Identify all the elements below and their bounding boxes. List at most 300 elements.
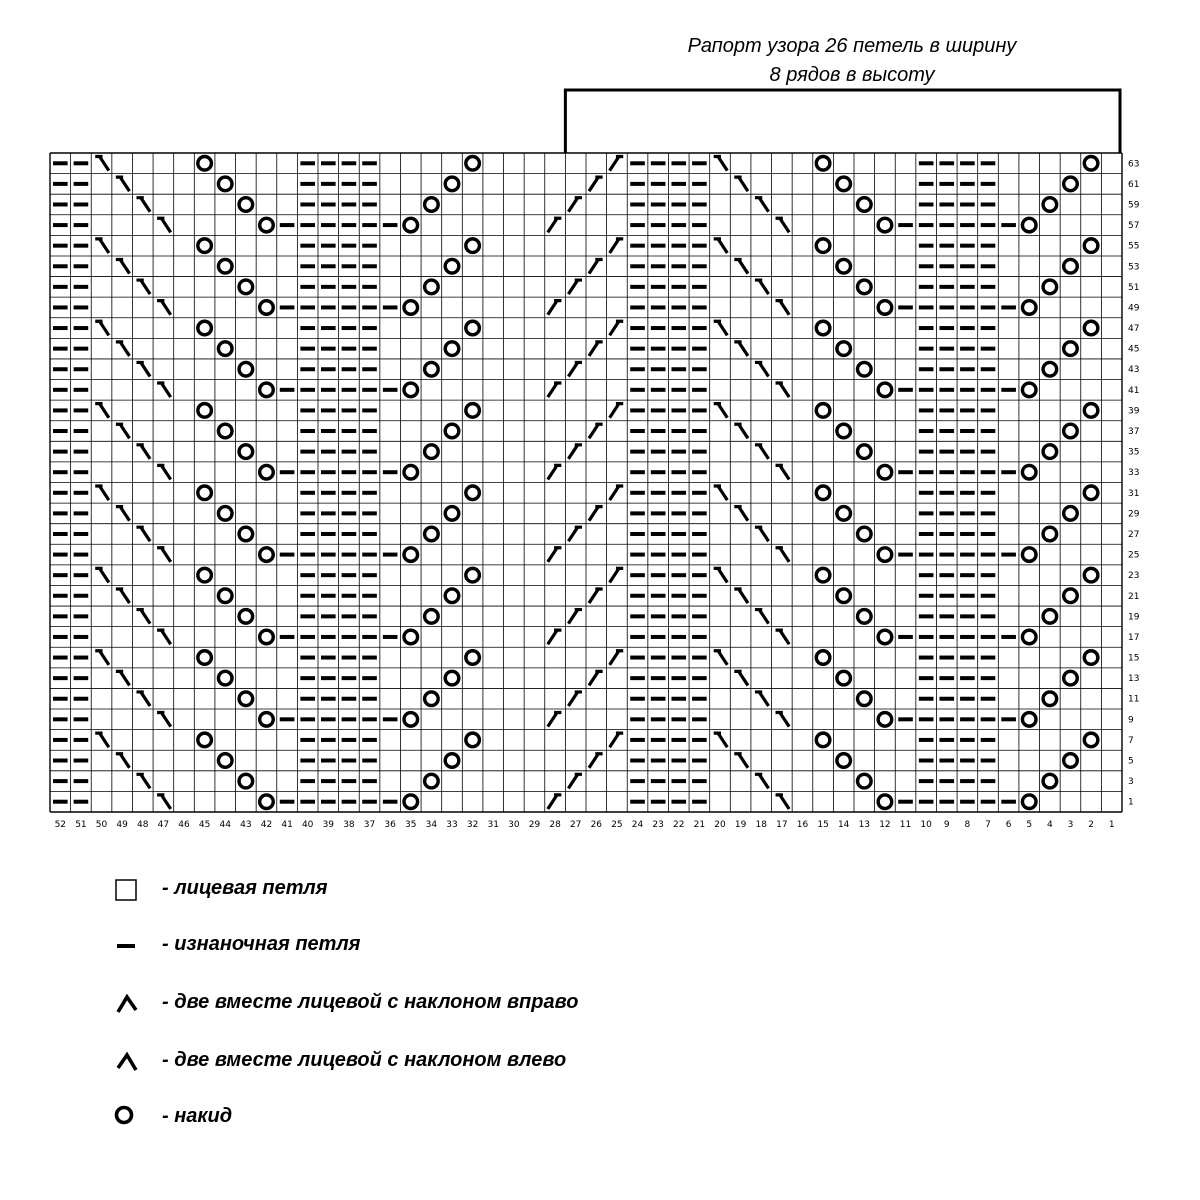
column-number-label: 20 bbox=[714, 820, 726, 830]
column-number-label: 32 bbox=[466, 820, 479, 830]
purl-stitch-mark bbox=[362, 408, 377, 412]
purl-stitch-mark bbox=[919, 244, 934, 248]
purl-stitch-mark bbox=[939, 800, 954, 804]
purl-stitch-mark bbox=[53, 347, 68, 351]
purl-stitch-mark bbox=[651, 264, 666, 268]
purl-stitch-mark bbox=[630, 450, 645, 454]
purl-stitch-mark bbox=[939, 347, 954, 351]
row-number-label: 61 bbox=[1128, 179, 1140, 190]
purl-stitch-mark bbox=[671, 305, 686, 309]
purl-stitch-mark bbox=[960, 532, 975, 536]
purl-stitch-mark bbox=[74, 285, 89, 289]
purl-stitch-mark bbox=[630, 656, 645, 660]
row-number-label: 3 bbox=[1128, 777, 1134, 788]
purl-stitch-mark bbox=[300, 244, 315, 248]
purl-stitch-mark bbox=[383, 800, 398, 804]
purl-stitch-mark bbox=[671, 223, 686, 227]
purl-stitch-mark bbox=[981, 779, 996, 783]
purl-stitch-mark bbox=[630, 264, 645, 268]
purl-stitch-mark bbox=[342, 367, 357, 371]
purl-stitch-mark bbox=[919, 759, 934, 763]
purl-stitch-mark bbox=[74, 573, 89, 577]
purl-stitch-mark bbox=[362, 202, 377, 206]
purl-stitch-mark bbox=[919, 779, 934, 783]
purl-stitch-mark bbox=[981, 635, 996, 639]
purl-stitch-mark bbox=[651, 800, 666, 804]
purl-stitch-mark bbox=[981, 223, 996, 227]
column-number-label: 23 bbox=[652, 820, 664, 830]
purl-stitch-mark bbox=[898, 470, 913, 474]
column-number-label: 39 bbox=[322, 820, 335, 830]
purl-stitch-mark bbox=[300, 656, 315, 660]
purl-stitch-mark bbox=[362, 656, 377, 660]
column-number-label: 26 bbox=[590, 820, 603, 830]
purl-stitch-mark bbox=[630, 326, 645, 330]
purl-stitch-mark bbox=[630, 285, 645, 289]
purl-stitch-mark bbox=[692, 532, 707, 536]
purl-stitch-mark bbox=[671, 511, 686, 515]
purl-stitch-mark bbox=[981, 573, 996, 577]
purl-stitch-mark bbox=[630, 305, 645, 309]
purl-stitch-mark bbox=[342, 800, 357, 804]
purl-stitch-mark bbox=[939, 511, 954, 515]
purl-stitch-mark bbox=[342, 429, 357, 433]
purl-stitch-mark bbox=[692, 697, 707, 701]
purl-stitch-mark bbox=[939, 182, 954, 186]
purl-stitch-mark bbox=[960, 470, 975, 474]
purl-stitch-mark bbox=[671, 450, 686, 454]
purl-stitch-mark bbox=[321, 388, 336, 392]
column-number-label: 16 bbox=[796, 820, 809, 830]
purl-stitch-mark bbox=[671, 491, 686, 495]
purl-stitch-mark bbox=[939, 491, 954, 495]
purl-stitch-mark bbox=[383, 305, 398, 309]
purl-stitch-mark bbox=[362, 388, 377, 392]
purl-stitch-mark bbox=[53, 553, 68, 557]
purl-stitch-mark bbox=[53, 779, 68, 783]
purl-stitch-mark bbox=[300, 223, 315, 227]
purl-stitch-mark bbox=[74, 388, 89, 392]
purl-stitch-mark bbox=[342, 161, 357, 165]
purl-stitch-mark bbox=[898, 717, 913, 721]
purl-stitch-mark bbox=[300, 738, 315, 742]
purl-stitch-mark bbox=[74, 779, 89, 783]
purl-stitch-mark bbox=[981, 614, 996, 618]
purl-stitch-mark bbox=[981, 244, 996, 248]
purl-stitch-mark bbox=[651, 594, 666, 598]
column-number-label: 34 bbox=[425, 820, 438, 830]
column-number-label: 28 bbox=[549, 820, 561, 830]
purl-stitch-mark bbox=[651, 408, 666, 412]
purl-stitch-mark bbox=[1001, 223, 1016, 227]
purl-stitch-mark bbox=[280, 223, 295, 227]
purl-stitch-mark bbox=[300, 594, 315, 598]
purl-stitch-mark bbox=[342, 326, 357, 330]
column-number-label: 42 bbox=[260, 820, 273, 830]
purl-stitch-mark bbox=[919, 491, 934, 495]
purl-stitch-mark bbox=[630, 553, 645, 557]
purl-stitch-mark bbox=[692, 800, 707, 804]
purl-stitch-mark bbox=[960, 759, 975, 763]
column-number-label: 18 bbox=[755, 820, 767, 830]
purl-stitch-mark bbox=[321, 285, 336, 289]
purl-stitch-mark bbox=[1001, 553, 1016, 557]
purl-stitch-mark bbox=[981, 408, 996, 412]
purl-stitch-mark bbox=[671, 244, 686, 248]
purl-stitch-mark bbox=[651, 676, 666, 680]
purl-stitch-mark bbox=[671, 532, 686, 536]
purl-stitch-mark bbox=[342, 223, 357, 227]
purl-stitch-mark bbox=[671, 264, 686, 268]
purl-stitch-mark bbox=[919, 223, 934, 227]
purl-stitch-mark bbox=[280, 388, 295, 392]
column-number-label: 45 bbox=[198, 820, 211, 830]
purl-stitch-mark bbox=[939, 367, 954, 371]
row-number-label: 9 bbox=[1128, 715, 1134, 726]
purl-stitch-mark bbox=[74, 532, 89, 536]
purl-stitch-mark bbox=[671, 594, 686, 598]
purl-stitch-mark bbox=[74, 676, 89, 680]
purl-stitch-mark bbox=[362, 717, 377, 721]
row-number-label: 29 bbox=[1128, 509, 1140, 520]
purl-stitch-mark bbox=[651, 491, 666, 495]
purl-stitch-mark bbox=[300, 635, 315, 639]
purl-stitch-mark bbox=[630, 408, 645, 412]
purl-stitch-mark bbox=[939, 408, 954, 412]
column-number-label: 51 bbox=[75, 820, 87, 830]
row-number-label: 53 bbox=[1128, 262, 1140, 273]
purl-stitch-mark bbox=[300, 532, 315, 536]
purl-stitch-mark bbox=[651, 614, 666, 618]
purl-stitch-mark bbox=[671, 182, 686, 186]
purl-stitch-mark bbox=[300, 347, 315, 351]
purl-stitch-mark bbox=[692, 223, 707, 227]
purl-stitch-mark bbox=[630, 717, 645, 721]
purl-stitch-mark bbox=[960, 388, 975, 392]
repeat-bracket bbox=[565, 90, 1120, 153]
purl-stitch-mark bbox=[342, 511, 357, 515]
purl-stitch-mark bbox=[651, 697, 666, 701]
purl-stitch-mark bbox=[321, 244, 336, 248]
purl-stitch-mark bbox=[300, 676, 315, 680]
purl-stitch-mark bbox=[939, 161, 954, 165]
purl-stitch-mark bbox=[74, 182, 89, 186]
purl-stitch-mark bbox=[300, 759, 315, 763]
purl-stitch-mark bbox=[671, 573, 686, 577]
purl-stitch-mark bbox=[342, 717, 357, 721]
purl-stitch-mark bbox=[898, 553, 913, 557]
purl-stitch-mark bbox=[692, 264, 707, 268]
purl-stitch-mark bbox=[300, 388, 315, 392]
purl-stitch-mark bbox=[321, 676, 336, 680]
purl-stitch-mark bbox=[1001, 388, 1016, 392]
purl-stitch-mark bbox=[53, 450, 68, 454]
purl-stitch-mark bbox=[919, 161, 934, 165]
purl-stitch-mark bbox=[671, 800, 686, 804]
purl-stitch-mark bbox=[362, 223, 377, 227]
column-number-label: 50 bbox=[95, 820, 108, 830]
purl-stitch-mark bbox=[342, 635, 357, 639]
purl-stitch-mark bbox=[960, 367, 975, 371]
column-number-label: 36 bbox=[384, 820, 396, 830]
purl-stitch-mark bbox=[300, 779, 315, 783]
purl-stitch-mark bbox=[53, 202, 68, 206]
row-number-label: 33 bbox=[1128, 468, 1140, 479]
purl-stitch-mark bbox=[981, 594, 996, 598]
legend-label-k2tog-right: - две вместе лицевой с наклоном вправо bbox=[162, 991, 579, 1013]
purl-stitch-mark bbox=[692, 573, 707, 577]
purl-stitch-mark bbox=[300, 511, 315, 515]
knit-stitch-icon bbox=[110, 870, 150, 910]
row-number-label: 49 bbox=[1128, 303, 1140, 314]
purl-stitch-mark bbox=[981, 676, 996, 680]
purl-stitch-mark bbox=[342, 202, 357, 206]
purl-stitch-mark bbox=[300, 697, 315, 701]
column-number-label: 38 bbox=[343, 820, 355, 830]
purl-stitch-mark bbox=[321, 614, 336, 618]
purl-stitch-mark bbox=[898, 223, 913, 227]
purl-stitch-mark bbox=[671, 697, 686, 701]
column-number-label: 27 bbox=[569, 820, 582, 830]
purl-stitch-mark bbox=[630, 367, 645, 371]
purl-stitch-mark bbox=[692, 717, 707, 721]
purl-stitch-mark bbox=[630, 594, 645, 598]
purl-stitch-mark bbox=[651, 635, 666, 639]
purl-stitch-mark bbox=[981, 161, 996, 165]
purl-stitch-mark bbox=[671, 759, 686, 763]
purl-stitch-mark bbox=[960, 285, 975, 289]
purl-stitch-mark bbox=[981, 759, 996, 763]
purl-stitch-mark bbox=[321, 450, 336, 454]
purl-stitch-mark bbox=[342, 305, 357, 309]
purl-stitch-mark bbox=[53, 635, 68, 639]
purl-stitch-mark bbox=[919, 429, 934, 433]
purl-stitch-mark bbox=[919, 717, 934, 721]
column-number-label: 13 bbox=[858, 820, 871, 830]
purl-stitch-mark bbox=[939, 202, 954, 206]
purl-stitch-mark bbox=[671, 326, 686, 330]
purl-stitch-mark bbox=[342, 759, 357, 763]
purl-stitch-mark bbox=[981, 697, 996, 701]
purl-stitch-mark bbox=[53, 182, 68, 186]
purl-stitch-mark bbox=[321, 573, 336, 577]
purl-stitch-mark bbox=[53, 223, 68, 227]
purl-stitch-mark bbox=[919, 573, 934, 577]
purl-stitch-mark bbox=[671, 388, 686, 392]
purl-stitch-mark bbox=[960, 202, 975, 206]
purl-stitch-mark bbox=[692, 388, 707, 392]
purl-stitch-mark bbox=[321, 326, 336, 330]
row-number-label: 41 bbox=[1128, 385, 1140, 396]
purl-stitch-mark bbox=[74, 594, 89, 598]
purl-stitch-mark bbox=[300, 285, 315, 289]
purl-stitch-mark bbox=[342, 779, 357, 783]
row-number-label: 31 bbox=[1128, 488, 1140, 499]
purl-stitch-mark bbox=[280, 470, 295, 474]
purl-stitch-mark bbox=[630, 759, 645, 763]
purl-stitch-mark bbox=[630, 779, 645, 783]
purl-stitch-mark bbox=[960, 326, 975, 330]
purl-stitch-icon bbox=[110, 926, 150, 966]
column-number-label: 1 bbox=[1108, 820, 1115, 830]
row-number-label: 19 bbox=[1128, 612, 1140, 623]
purl-stitch-mark bbox=[692, 285, 707, 289]
column-number-label: 5 bbox=[1026, 820, 1033, 830]
purl-stitch-mark bbox=[53, 285, 68, 289]
purl-stitch-mark bbox=[692, 408, 707, 412]
purl-stitch-mark bbox=[919, 326, 934, 330]
purl-stitch-mark bbox=[939, 223, 954, 227]
purl-stitch-mark bbox=[74, 717, 89, 721]
column-number-label: 46 bbox=[178, 820, 190, 830]
purl-stitch-mark bbox=[651, 305, 666, 309]
purl-stitch-mark bbox=[960, 491, 975, 495]
purl-stitch-mark bbox=[981, 491, 996, 495]
purl-stitch-mark bbox=[53, 697, 68, 701]
purl-stitch-mark bbox=[383, 223, 398, 227]
purl-stitch-mark bbox=[960, 182, 975, 186]
purl-stitch-mark bbox=[651, 779, 666, 783]
purl-stitch-mark bbox=[74, 367, 89, 371]
purl-stitch-mark bbox=[53, 676, 68, 680]
purl-stitch-mark bbox=[74, 511, 89, 515]
purl-stitch-mark bbox=[74, 202, 89, 206]
purl-stitch-mark bbox=[362, 491, 377, 495]
purl-stitch-mark bbox=[692, 347, 707, 351]
purl-stitch-mark bbox=[280, 800, 295, 804]
column-number-label: 24 bbox=[631, 820, 644, 830]
purl-stitch-mark bbox=[74, 656, 89, 660]
purl-stitch-mark bbox=[651, 759, 666, 763]
purl-stitch-mark bbox=[939, 697, 954, 701]
purl-stitch-mark bbox=[53, 244, 68, 248]
purl-stitch-mark bbox=[342, 285, 357, 289]
purl-stitch-mark bbox=[342, 738, 357, 742]
purl-stitch-mark bbox=[692, 779, 707, 783]
purl-stitch-mark bbox=[692, 244, 707, 248]
purl-stitch-mark bbox=[630, 244, 645, 248]
purl-stitch-mark bbox=[651, 738, 666, 742]
column-number-label: 43 bbox=[240, 820, 252, 830]
purl-stitch-mark bbox=[280, 635, 295, 639]
purl-stitch-mark bbox=[671, 161, 686, 165]
purl-stitch-mark bbox=[321, 594, 336, 598]
purl-stitch-mark bbox=[321, 202, 336, 206]
purl-stitch-mark bbox=[960, 656, 975, 660]
purl-stitch-mark bbox=[919, 676, 934, 680]
purl-stitch-mark bbox=[692, 511, 707, 515]
purl-stitch-mark bbox=[919, 738, 934, 742]
column-number-label: 12 bbox=[879, 820, 891, 830]
purl-stitch-mark bbox=[53, 532, 68, 536]
purl-stitch-mark bbox=[74, 738, 89, 742]
purl-stitch-mark bbox=[321, 779, 336, 783]
row-number-label: 59 bbox=[1128, 200, 1140, 211]
purl-stitch-mark bbox=[630, 800, 645, 804]
column-number-label: 29 bbox=[528, 820, 541, 830]
column-number-label: 48 bbox=[137, 820, 149, 830]
purl-stitch-mark bbox=[342, 408, 357, 412]
purl-stitch-mark bbox=[630, 347, 645, 351]
purl-stitch-mark bbox=[362, 326, 377, 330]
column-number-label: 4 bbox=[1046, 820, 1053, 830]
purl-stitch-mark bbox=[53, 573, 68, 577]
purl-stitch-mark bbox=[960, 161, 975, 165]
purl-stitch-mark bbox=[300, 717, 315, 721]
purl-stitch-mark bbox=[981, 388, 996, 392]
purl-stitch-mark bbox=[300, 491, 315, 495]
purl-stitch-mark bbox=[300, 326, 315, 330]
purl-stitch-mark bbox=[960, 697, 975, 701]
purl-stitch-mark bbox=[74, 326, 89, 330]
purl-stitch-mark bbox=[53, 326, 68, 330]
purl-stitch-mark bbox=[981, 182, 996, 186]
column-number-label: 7 bbox=[985, 820, 991, 830]
purl-stitch-mark bbox=[630, 491, 645, 495]
purl-stitch-mark bbox=[692, 450, 707, 454]
purl-stitch-mark bbox=[342, 532, 357, 536]
purl-stitch-mark bbox=[919, 202, 934, 206]
purl-stitch-mark bbox=[960, 553, 975, 557]
purl-stitch-mark bbox=[53, 594, 68, 598]
column-number-label: 41 bbox=[281, 820, 293, 830]
purl-stitch-mark bbox=[960, 429, 975, 433]
purl-stitch-mark bbox=[898, 305, 913, 309]
purl-stitch-mark bbox=[280, 553, 295, 557]
purl-stitch-mark bbox=[692, 635, 707, 639]
purl-stitch-mark bbox=[919, 388, 934, 392]
purl-stitch-mark bbox=[300, 800, 315, 804]
purl-stitch-mark bbox=[939, 614, 954, 618]
purl-stitch-mark bbox=[630, 532, 645, 536]
purl-stitch-mark bbox=[321, 759, 336, 763]
purl-stitch-mark bbox=[939, 470, 954, 474]
purl-stitch-mark bbox=[981, 367, 996, 371]
purl-stitch-mark bbox=[671, 779, 686, 783]
purl-stitch-mark bbox=[1001, 800, 1016, 804]
purl-stitch-mark bbox=[321, 656, 336, 660]
purl-stitch-mark bbox=[321, 305, 336, 309]
legend-label-purl: - изнаночная петля bbox=[162, 933, 361, 955]
purl-stitch-mark bbox=[342, 388, 357, 392]
legend-label-yarn-over: - накид bbox=[162, 1105, 233, 1127]
purl-stitch-mark bbox=[692, 326, 707, 330]
purl-stitch-mark bbox=[630, 614, 645, 618]
purl-stitch-mark bbox=[960, 614, 975, 618]
purl-stitch-mark bbox=[342, 182, 357, 186]
purl-stitch-mark bbox=[960, 223, 975, 227]
repeat-caption-line-height: 8 рядов в высоту bbox=[769, 64, 935, 86]
purl-stitch-mark bbox=[960, 676, 975, 680]
purl-stitch-mark bbox=[342, 553, 357, 557]
purl-stitch-mark bbox=[671, 429, 686, 433]
purl-stitch-mark bbox=[362, 182, 377, 186]
purl-stitch-mark bbox=[960, 779, 975, 783]
purl-stitch-mark bbox=[630, 511, 645, 515]
row-number-label: 37 bbox=[1128, 427, 1140, 438]
purl-stitch-mark bbox=[981, 470, 996, 474]
row-number-label: 55 bbox=[1128, 241, 1140, 252]
purl-stitch-mark bbox=[321, 491, 336, 495]
purl-stitch-mark bbox=[630, 470, 645, 474]
purl-stitch-mark bbox=[342, 594, 357, 598]
purl-stitch-mark bbox=[960, 305, 975, 309]
purl-stitch-mark bbox=[692, 738, 707, 742]
purl-stitch-mark bbox=[651, 161, 666, 165]
column-number-label: 14 bbox=[837, 820, 850, 830]
purl-stitch-mark bbox=[960, 511, 975, 515]
purl-stitch-mark bbox=[651, 717, 666, 721]
